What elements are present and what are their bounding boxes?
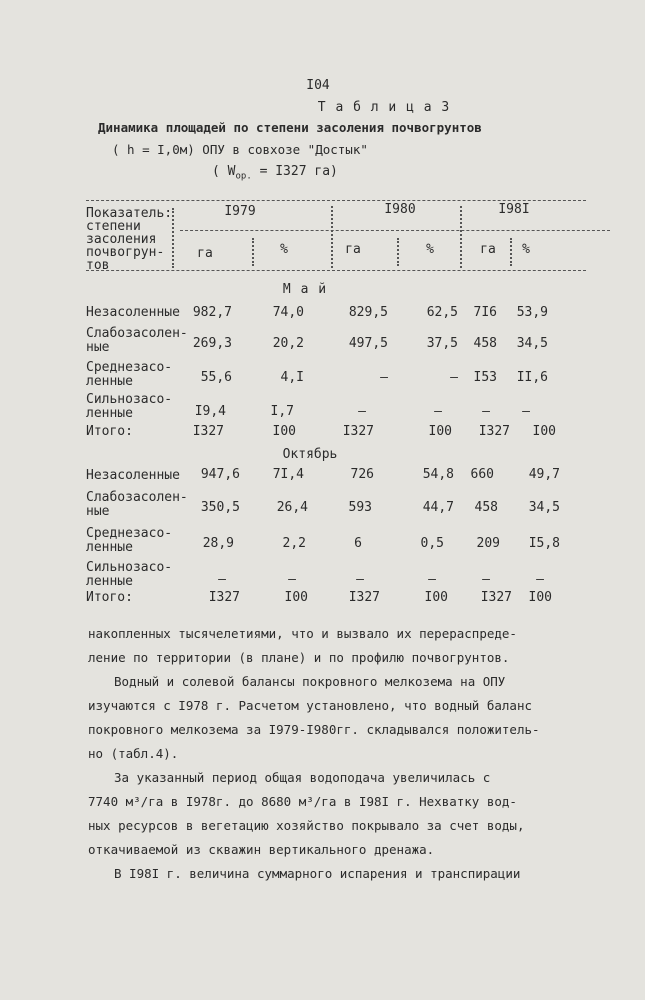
cell-pct-1980: 0,5 <box>420 536 444 551</box>
row-label-continuation: ленные <box>86 374 133 389</box>
cell-ha-1980: – <box>380 370 388 385</box>
cell-pct-1979: 7I,4 <box>272 467 304 482</box>
year-header-1979: I979 <box>224 204 256 219</box>
body-line: ление по территории (в плане) и по профилю почвогрунтов. <box>88 650 510 665</box>
row-label: Сильнозасо- <box>86 392 173 407</box>
cell-pct-1981: I00 <box>532 424 556 439</box>
cell-ha-1980: 726 <box>350 467 374 482</box>
cell-ha-1979: 947,6 <box>200 467 240 482</box>
cell-pct-1979: 26,4 <box>276 500 308 515</box>
row-label-continuation: ленные <box>86 406 133 421</box>
cell-ha-1981: 7I6 <box>473 305 497 320</box>
cell-pct-1979: 20,2 <box>272 336 304 351</box>
column-separator-1980-units <box>397 238 399 266</box>
cell-pct-1981: 34,5 <box>516 336 548 351</box>
cell-ha-1979: I327 <box>208 590 240 605</box>
cell-pct-1980: I00 <box>428 424 452 439</box>
cell-ha-1981: – <box>482 404 490 419</box>
year-header-1980: I980 <box>384 202 416 217</box>
body-line: изучаются с I978 г. Расчетом установлено, что водный баланс <box>88 698 533 713</box>
cell-pct-1980: 37,5 <box>426 336 458 351</box>
cell-ha-1981: I327 <box>478 424 510 439</box>
indicator-header-2: степени <box>86 219 141 234</box>
table-label: Т а б л и ц а 3 <box>317 100 451 115</box>
cell-ha-1980: – <box>358 404 366 419</box>
row-label-continuation: ленные <box>86 540 133 555</box>
body-line: ных ресурсов в вегетацию хозяйство покрывало за счет воды, <box>88 818 525 833</box>
indicator-header-4: почвогрун- <box>86 245 165 260</box>
unit-pct-1981: % <box>522 242 530 257</box>
cell-pct-1979: 4,I <box>280 370 304 385</box>
cell-pct-1980: – <box>450 370 458 385</box>
cell-ha-1980: I327 <box>348 590 380 605</box>
row-label: Среднезасо- <box>86 360 173 375</box>
column-separator-1981-units <box>510 238 512 266</box>
unit-ha-1980: га <box>345 242 361 257</box>
header-rule-middle <box>180 230 610 231</box>
cell-ha-1980: 593 <box>348 500 372 515</box>
header-rule-bottom <box>86 270 586 271</box>
row-label-continuation: ленные <box>86 574 133 589</box>
cell-ha-1981: I327 <box>480 590 512 605</box>
section-title: М а й <box>282 282 328 297</box>
body-line: 7740 м³/га в I978г. до 8680 м³/га в I98I г. Нехватку вод- <box>88 794 517 809</box>
unit-pct-1980: % <box>426 242 434 257</box>
title-w-symbol: ( W <box>212 164 236 179</box>
body-line: накопленных тысячелетиями, что и вызвало их перераспреде- <box>88 626 517 641</box>
cell-pct-1980: – <box>428 572 436 587</box>
row-label: Слабозасолен- <box>86 326 188 341</box>
row-label-continuation: ные <box>86 504 110 519</box>
cell-pct-1980: 62,5 <box>426 305 458 320</box>
row-label: Сильнозасо- <box>86 560 173 575</box>
body-line: откачиваемой из скважин вертикального дренажа. <box>88 842 435 857</box>
cell-pct-1979: I00 <box>272 424 296 439</box>
section-title: Октябрь <box>282 447 338 462</box>
cell-pct-1980: 44,7 <box>422 500 454 515</box>
row-label-continuation: ные <box>86 340 110 355</box>
cell-pct-1979: I,7 <box>270 404 294 419</box>
table-title-line-1: Динамика площадей по степени засоления почвогрунтов <box>98 120 482 135</box>
column-separator-1980 <box>460 206 462 268</box>
table-title-line-3 <box>212 164 338 185</box>
indicator-header-3: засоления <box>86 232 157 247</box>
cell-ha-1980: – <box>356 572 364 587</box>
cell-ha-1979: 350,5 <box>200 500 240 515</box>
row-label: Среднезасо- <box>86 526 173 541</box>
cell-ha-1980: 497,5 <box>348 336 388 351</box>
body-line: но (табл.4). <box>88 746 179 761</box>
body-text <box>88 622 568 886</box>
unit-ha-1979: га <box>197 246 213 261</box>
cell-pct-1980: 54,8 <box>422 467 454 482</box>
cell-ha-1981: 458 <box>474 500 498 515</box>
header-rule-top <box>86 200 586 201</box>
row-label: Слабозасолен- <box>86 490 188 505</box>
cell-ha-1979: I327 <box>192 424 224 439</box>
table-title-line-2: ( h = I,0м) ОПУ в совхозе "Достык" <box>112 142 368 157</box>
cell-ha-1979: – <box>218 572 226 587</box>
cell-ha-1981: 209 <box>476 536 500 551</box>
cell-ha-1979: 28,9 <box>202 536 234 551</box>
cell-pct-1981: 34,5 <box>528 500 560 515</box>
page-number: I04 <box>306 78 330 93</box>
cell-pct-1981: I00 <box>528 590 552 605</box>
year-header-1981: I98I <box>498 202 530 217</box>
cell-pct-1981: I5,8 <box>528 536 560 551</box>
unit-pct-1979: % <box>280 242 288 257</box>
cell-pct-1981: 49,7 <box>528 467 560 482</box>
cell-ha-1981: 660 <box>470 467 494 482</box>
cell-ha-1981: – <box>482 572 490 587</box>
cell-ha-1981: 458 <box>473 336 497 351</box>
cell-ha-1979: 269,3 <box>192 336 232 351</box>
cell-ha-1979: I9,4 <box>194 404 226 419</box>
indicator-header-1: Показатель: <box>86 206 173 221</box>
cell-pct-1979: 2,2 <box>282 536 306 551</box>
cell-pct-1981: – <box>522 404 530 419</box>
column-separator-1979 <box>331 206 333 268</box>
cell-ha-1979: 55,6 <box>200 370 232 385</box>
cell-ha-1980: 829,5 <box>348 305 388 320</box>
title-w-value: = I327 га) <box>251 164 338 179</box>
column-separator-1979-units <box>252 238 254 266</box>
unit-ha-1981: га <box>480 242 496 257</box>
body-line: Водный и солевой балансы покровного мелкозема на ОПУ <box>114 674 506 689</box>
row-label: Незасоленные <box>86 305 180 320</box>
body-line: покровного мелкозема за I979-I980гг. складывался положитель- <box>88 722 540 737</box>
cell-pct-1979: 74,0 <box>272 305 304 320</box>
cell-pct-1981: II,6 <box>516 370 548 385</box>
cell-ha-1981: I53 <box>473 370 497 385</box>
cell-ha-1979: 982,7 <box>192 305 232 320</box>
indicator-header-5: тов <box>86 258 110 273</box>
cell-pct-1980: I00 <box>424 590 448 605</box>
cell-pct-1979: I00 <box>284 590 308 605</box>
cell-pct-1981: – <box>536 572 544 587</box>
row-label: Итого: <box>86 424 133 439</box>
cell-pct-1979: – <box>288 572 296 587</box>
cell-pct-1980: – <box>434 404 442 419</box>
row-label: Итого: <box>86 590 133 605</box>
row-label: Незасоленные <box>86 468 180 483</box>
cell-pct-1981: 53,9 <box>516 305 548 320</box>
column-separator-indicator <box>172 208 174 268</box>
body-line: За указанный период общая водоподача увеличилась с <box>114 770 491 785</box>
title-w-subscript: ор. <box>235 171 252 182</box>
cell-ha-1980: I327 <box>342 424 374 439</box>
cell-ha-1980: 6 <box>354 536 362 551</box>
body-line: В I98I г. величина суммарного испарения и транспирации <box>114 866 521 881</box>
